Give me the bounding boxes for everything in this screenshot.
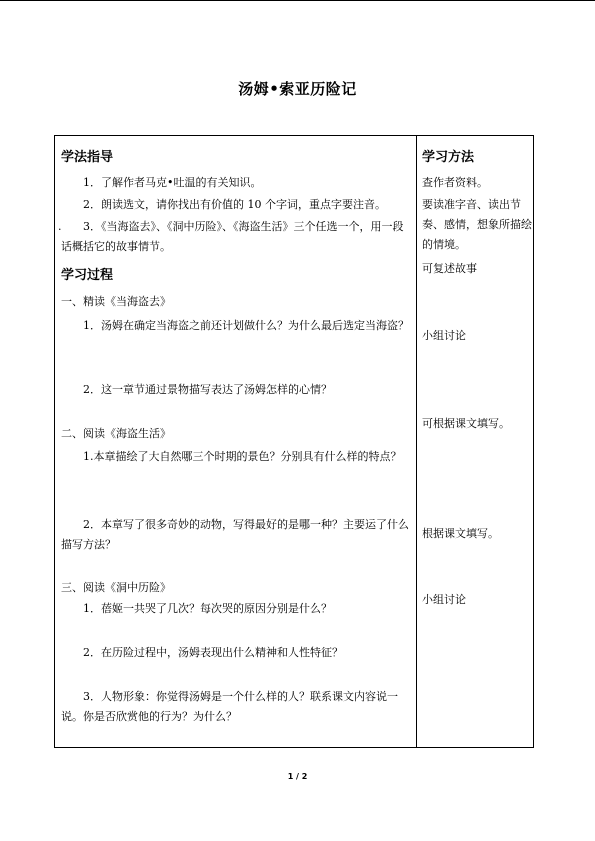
method-note-4: 小组讨论 bbox=[422, 329, 466, 342]
method-note-7: 小组讨论 bbox=[422, 593, 466, 606]
method-note-2: 要读准字音、读出节奏、感情，想象所描绘的情境。 bbox=[422, 198, 532, 251]
right-column bbox=[417, 136, 534, 747]
stray-dot: . bbox=[58, 220, 62, 233]
guide-heading: 学法指导 bbox=[61, 150, 114, 165]
section1-question-1: 1．汤姆在确定当海盗之前还计划做什么？为什么最后选定当海盗？ bbox=[83, 319, 409, 332]
method-heading: 学习方法 bbox=[422, 150, 475, 165]
section2-heading: 二、阅读《海盗生活》 bbox=[61, 427, 171, 440]
process-heading: 学习过程 bbox=[61, 268, 114, 283]
guide-item-1: 1．了解作者马克•吐温的有关知识。 bbox=[83, 176, 262, 189]
section1-question-2: 2．这一章节通过景物描写表达了汤姆怎样的心情？ bbox=[83, 383, 332, 396]
left-column bbox=[55, 136, 416, 747]
section3-question-2: 2．在历险过程中，汤姆表现出什么精神和人性特征？ bbox=[83, 646, 343, 659]
section3-question-1: 1．蓓姬一共哭了几次？每次哭的原因分别是什么？ bbox=[83, 602, 332, 615]
section1-heading: 一、精读《当海盗去》 bbox=[61, 295, 171, 308]
section3-question-3: 3．人物形象：你觉得汤姆是一个什么样的人？联系课文内容说一说。你是否欣赏他的行为？为什么？ bbox=[61, 690, 398, 723]
section2-question-2: 2．本章写了很多奇妙的动物，写得最好的是哪一种？主要运了什么描写方法？ bbox=[61, 518, 409, 551]
guide-item-2: 2．朗读选文，请你找出有价值的 10 个字词，重点字要注音。 bbox=[83, 198, 386, 211]
study-table bbox=[54, 135, 534, 748]
page-number: 1 / 2 bbox=[287, 772, 308, 781]
section3-heading: 三、阅读《洞中历险》 bbox=[61, 581, 171, 594]
guide-item-3: 3．《当海盗去》、《洞中历险》、《海盗生活》三个任选一个，用一段话概括它的故事情节。 bbox=[61, 220, 404, 253]
page-top-rule bbox=[0, 0, 595, 1]
section2-question-1: 1.本章描绘了大自然哪三个时期的景色？分别具有什么样的特点？ bbox=[83, 450, 402, 463]
page-title: 汤姆•索亚历险记 bbox=[238, 80, 357, 98]
method-note-6: 根据课文填写。 bbox=[422, 527, 499, 540]
method-note-1: 查作者资料。 bbox=[422, 176, 488, 189]
method-note-5: 可根据课文填写。 bbox=[422, 417, 510, 430]
method-note-3: 可复述故事 bbox=[422, 262, 477, 275]
